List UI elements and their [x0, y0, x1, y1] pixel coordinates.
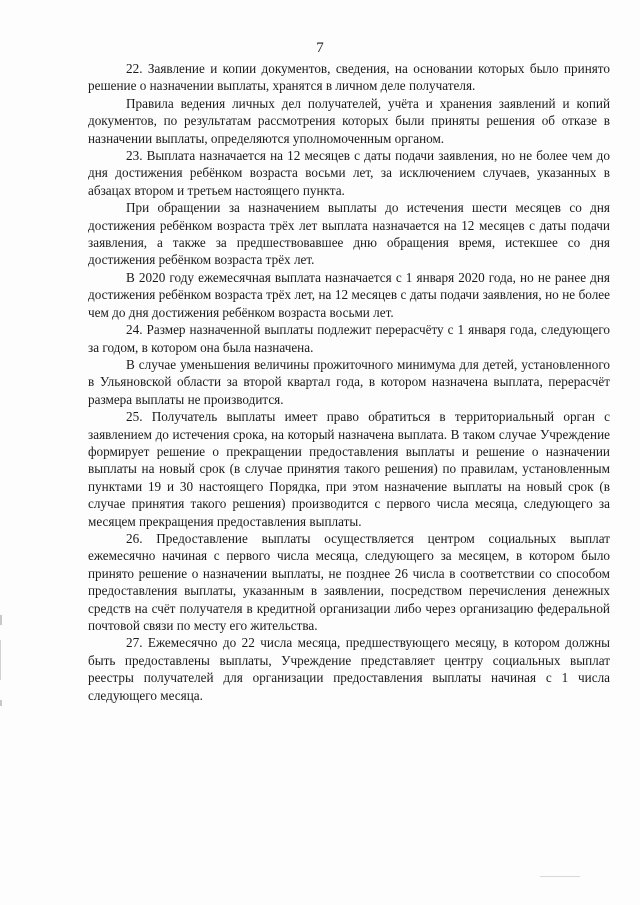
scan-artifact: [0, 700, 2, 706]
scan-artifact: [0, 615, 2, 625]
paragraph-23-year-2020: В 2020 году ежемесячная выплата назначается с 1 января 2020 года, но не ранее дня достижения ребёнком возраста трёх лет, на 12 месяцев с даты подачи заявления, но не более чем до дня достижения ребёнком возраста восьми лет.: [88, 269, 610, 320]
paragraph-22-rules: Правила ведения личных дел получателей, учёта и хранения заявлений и копий документов, по результатам рассмотрения которых были приняты решения об отказе в назначении выплаты, определяются уполномоченным органом.: [88, 95, 610, 146]
paragraph-27: 27. Ежемесячно до 22 числа месяца, предшествующего месяцу, в котором должны быть предоставлены выплаты, Учреждение представляет центру социальных выплат реестры получателей для организации предоставления выплаты начиная с 1 числа следующего месяца.: [88, 635, 610, 703]
paragraph-24-minimum: В случае уменьшения величины прожиточного минимума для детей, установленного в Ульяновской области за второй квартал года, в котором назначена выплата, перерасчёт размера выплаты не производится.: [88, 356, 610, 407]
paragraph-26: 26. Предоставление выплаты осуществляется центром социальных выплат ежемесячно начиная с первого числа месяца, следующего за месяцем, в котором было принято решение о назначении выплаты, не позднее 26 числа в соответствии со способом предоставления выплаты, указанным в заявлении, посредством перечисления денежных средств на счёт получателя в кредитной организации либо через организацию федеральной почтовой связи по месту его жительства.: [88, 530, 610, 633]
scan-artifact: [540, 876, 580, 877]
paragraph-25: 25. Получатель выплаты имеет право обратиться в территориальный орган с заявлением до истечения срока, на который назначена выплата. В таком случае Учреждение формирует решение о прекращении предоставления выплаты и решение о назначении выплаты на новый срок (в случае принятия такого решения) по правилам, установленным пунктами 19 и 30 настоящего Порядка, при этом назначение выплаты на новый срок (в случае принятия такого решения) производится с первого числа месяца, следующего за месяцем прекращения предоставления выплаты.: [88, 409, 610, 529]
paragraph-24: 24. Размер назначенной выплаты подлежит перерасчёту с 1 января года, следующего за годом, в котором она была назначена.: [88, 322, 610, 355]
paragraph-23-six-months: При обращении за назначением выплаты до истечения шести месяцев со дня достижения ребёнком возраста трёх лет выплата назначается на 12 месяцев с даты подачи заявления, а также за предшествовавшее дню обращения время, истекшее со дня достижения ребёнком возраста трёх лет.: [88, 200, 610, 268]
paragraph-23: 23. Выплата назначается на 12 месяцев с даты подачи заявления, но не более чем до дня достижения ребёнком возраста восьми лет, за исключением случаев, указанных в абзацах втором и третьем настоящего пункта.: [88, 148, 610, 198]
scan-artifact: [0, 640, 1, 680]
document-body: [88, 60, 610, 704]
paragraph-22: 22. Заявление и копии документов, сведения, на основании которых было принято решение о назначении выплаты, хранятся в личном деле получателя.: [88, 61, 610, 94]
page-number: 7: [316, 40, 324, 56]
